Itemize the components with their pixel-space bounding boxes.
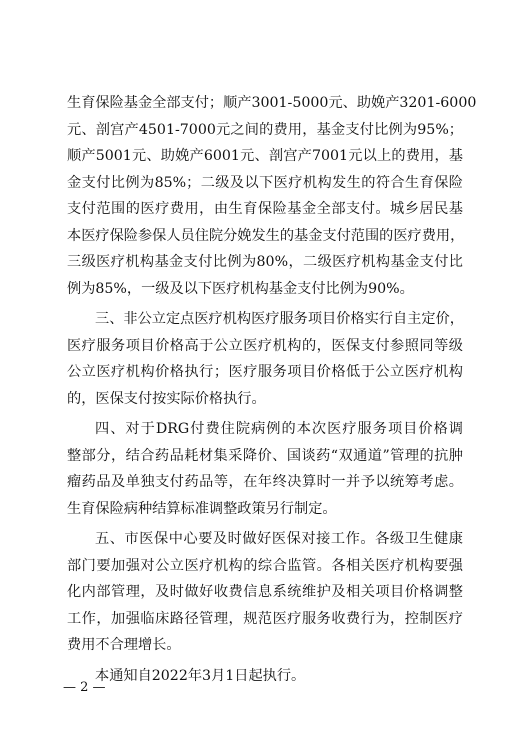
paragraph-3 — [67, 416, 463, 522]
text-line: 三级医疗机构基金支付比例为80%，二级医疗机构基金支付比 — [67, 254, 463, 270]
page-number: — 2 — — [63, 680, 106, 695]
text-line: 生育保险病种结算标准调整政策另行制定。 — [67, 500, 337, 517]
paragraph-1 — [67, 90, 477, 302]
body-text — [67, 90, 477, 689]
text-line: 生育保险基金全部支付；顺产3001-5000元、助娩产3201-6000 — [67, 95, 477, 111]
text-line: 顺产5001元、助娩产6001元、剖宫产7001元以上的费用，基 — [67, 148, 463, 164]
text-line: 本通知自2022年3月1日起执行。 — [95, 667, 306, 684]
text-line: 整部分，结合药品耗材集采降价、国谈药“双通道”管理的抗肿 — [67, 447, 463, 464]
text-line: 例为85%，一级及以下医疗机构基金支付比例为90%。 — [67, 280, 414, 297]
text-line: 工作，加强临床路径管理，规范医疗服务收费行为，控制医疗 — [67, 610, 463, 627]
text-line: 医疗服务项目价格高于公立医疗机构的，医保支付参照同等级 — [67, 337, 463, 354]
text-line: 费用不合理增长。 — [67, 637, 181, 653]
paragraph-2 — [67, 306, 463, 412]
text-line: 三、非公立定点医疗机构医疗服务项目价格实行自主定价， — [95, 311, 464, 327]
text-line: 部门要加强对公立医疗机构的综合监管。各相关医疗机构要强 — [67, 557, 463, 574]
text-line: 支付范围的医疗费用，由生育保险基金全部支付。城乡居民基 — [67, 201, 463, 217]
text-line: 元、剖宫产4501-7000元之间的费用，基金支付比例为95%； — [67, 121, 463, 138]
text-line: 化内部管理，及时做好收费信息系统维护及相关项目价格调整 — [67, 584, 463, 600]
text-line: 五、市医保中心要及时做好医保对接工作。各级卫生健康 — [95, 531, 463, 547]
text-line: 金支付比例为85%；二级及以下医疗机构发生的符合生育保险 — [67, 174, 463, 191]
paragraph-4 — [67, 526, 463, 659]
paragraph-5 — [67, 663, 463, 690]
text-line: 瘤药品及单独支付药品等，在年终决算时一并予以统筹考虑。 — [67, 474, 463, 490]
text-line: 公立医疗机构价格执行；医疗服务项目价格低于公立医疗机构 — [67, 364, 463, 380]
text-line: 本医疗保险参保人员住院分娩发生的基金支付范围的医疗费用， — [67, 227, 465, 244]
text-line: 四、对于DRG付费住院病例的本次医疗服务项目价格调 — [95, 421, 463, 437]
text-line: 的，医保支付按实际价格执行。 — [67, 390, 266, 407]
